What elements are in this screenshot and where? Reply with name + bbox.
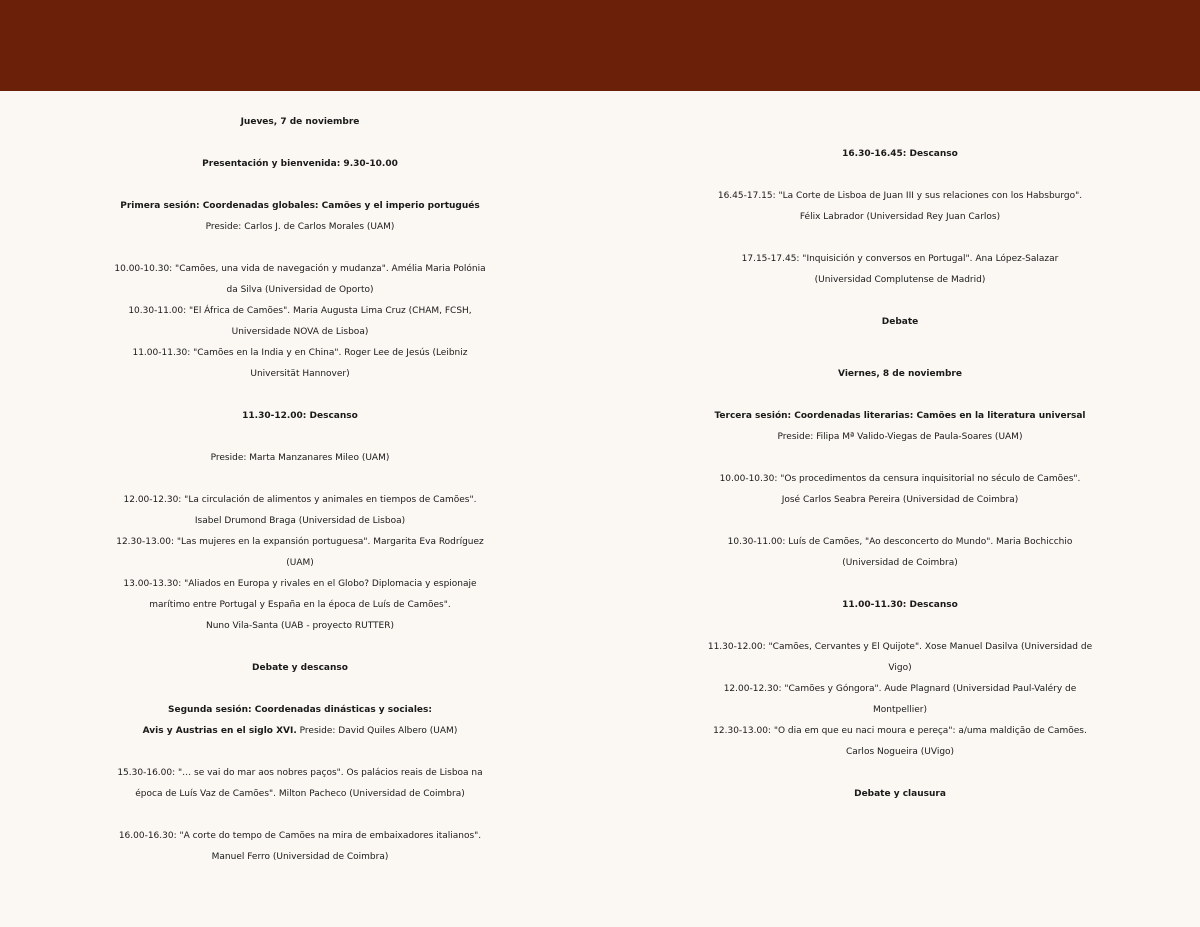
talk-8-line-2: Manuel Ferro (Universidad de Coimbra) bbox=[211, 852, 389, 862]
session3-chair: Preside: Filipa Mª Valido-Viegas de Paula-Soares (UAM) bbox=[777, 432, 1023, 442]
talk-15-line-1: 12.30-13.00: "O dia em que eu naci moura e pereça": a/uma maldição de Camões. bbox=[713, 726, 1087, 736]
session2-title-line-1: Segunda sesión: Coordenadas dinásticas y sociales: bbox=[168, 705, 432, 715]
talk-5-line-1: 12.30-13.00: "Las mujeres en la expansión portuguesa". Margarita Eva Rodríguez bbox=[116, 537, 484, 547]
header-band bbox=[0, 0, 1200, 91]
talk-12-line-1: 10.30-11.00: Luís de Camões, "Ao desconcerto do Mundo". Maria Bochicchio bbox=[727, 537, 1073, 547]
talk-9-line-1: 16.45-17.15: "La Corte de Lisboa de Juan III y sus relaciones con los Habsburgo". bbox=[717, 191, 1083, 201]
talk-4-line-2: Isabel Drumond Braga (Universidad de Lisboa) bbox=[194, 516, 406, 526]
debate-and-break: Debate y descanso bbox=[252, 663, 348, 673]
talk-6-line-3: Nuno Vila-Santa (UAB - proyecto RUTTER) bbox=[205, 621, 395, 631]
talk-11-line-1: 10.00-10.30: "Os procedimentos da censura inquisitorial no século de Camões". bbox=[719, 474, 1081, 484]
talk-7-line-1: 15.30-16.00: "… se vai do mar aos nobres paços". Os palácios reais de Lisboa na bbox=[117, 768, 483, 778]
session2-chair: Preside: David Quiles Albero (UAM) bbox=[296, 726, 458, 736]
talk-12-line-2: (Universidad de Coimbra) bbox=[842, 558, 958, 568]
session1-chair: Preside: Carlos J. de Carlos Morales (UAM) bbox=[205, 222, 395, 232]
left-column bbox=[0, 91, 600, 868]
talk-13-line-2: Vigo) bbox=[888, 663, 912, 673]
talk-10-line-1: 17.15-17.45: "Inquisición y conversos en Portugal". Ana López-Salazar bbox=[741, 254, 1059, 264]
day-title-friday: Viernes, 8 de noviembre bbox=[838, 369, 962, 379]
session3-title: Tercera sesión: Coordenadas literarias: Camões en la literatura universal bbox=[714, 411, 1086, 421]
debate-and-closing: Debate y clausura bbox=[854, 789, 946, 799]
right-column bbox=[600, 144, 1200, 805]
chair-2: Preside: Marta Manzanares Mileo (UAM) bbox=[210, 453, 390, 463]
talk-3-line-2: Universität Hannover) bbox=[250, 369, 350, 379]
talk-2-line-1: 10.30-11.00: "El África de Camões". Maria Augusta Lima Cruz (CHAM, FCSH, bbox=[128, 306, 472, 316]
session1-title: Primera sesión: Coordenadas globales: Camões y el imperio portugués bbox=[120, 201, 480, 211]
session2-title-dynasties: Avis y Austrias en el siglo XVI. bbox=[142, 726, 297, 736]
session2-title-line-2 bbox=[0, 721, 600, 742]
talk-15-line-2: Carlos Nogueira (UVigo) bbox=[845, 747, 955, 757]
day-title-thursday: Jueves, 7 de noviembre bbox=[240, 117, 360, 127]
talk-14-line-1: 12.00-12.30: "Camões y Góngora". Aude Plagnard (Universidad Paul-Valéry de bbox=[723, 684, 1077, 694]
talk-2-line-2: Universidade NOVA de Lisboa) bbox=[231, 327, 369, 337]
talk-5-line-2: (UAM) bbox=[286, 558, 314, 568]
talk-3-line-1: 11.00-11.30: "Camões en la India y en China". Roger Lee de Jesús (Leibniz bbox=[132, 348, 468, 358]
talk-1-line-2: da Silva (Universidad de Oporto) bbox=[226, 285, 374, 295]
talk-10-line-2: (Universidad Complutense de Madrid) bbox=[814, 275, 986, 285]
talk-13-line-1: 11.30-12.00: "Camões, Cervantes y El Quijote". Xose Manuel Dasilva (Universidad de bbox=[707, 642, 1093, 652]
talk-11-line-2: José Carlos Seabra Pereira (Universidad de Coimbra) bbox=[781, 495, 1019, 505]
debate-2: Debate bbox=[881, 317, 919, 327]
welcome-session: Presentación y bienvenida: 9.30-10.00 bbox=[202, 159, 398, 169]
talk-9-line-2: Félix Labrador (Universidad Rey Juan Carlos) bbox=[799, 212, 1001, 222]
talk-4-line-1: 12.00-12.30: "La circulación de alimentos y animales en tiempos de Camões". bbox=[123, 495, 477, 505]
talk-6-line-2: marítimo entre Portugal y España en la época de Luís de Camões". bbox=[149, 600, 451, 610]
break-2: 16.30-16.45: Descanso bbox=[842, 149, 958, 159]
break-1: 11.30-12.00: Descanso bbox=[242, 411, 358, 421]
talk-6-line-1: 13.00-13.30: "Aliados en Europa y rivales en el Globo? Diplomacia y espionaje bbox=[123, 579, 477, 589]
talk-7-line-2: época de Luís Vaz de Camões". Milton Pacheco (Universidad de Coimbra) bbox=[135, 789, 465, 799]
break-3: 11.00-11.30: Descanso bbox=[842, 600, 958, 610]
talk-14-line-2: Montpellier) bbox=[872, 705, 927, 715]
talk-8-line-1: 16.00-16.30: "A corte do tempo de Camões na mira de embaixadores italianos". bbox=[118, 831, 482, 841]
talk-1-line-1: 10.00-10.30: "Camões, una vida de navegación y mudanza". Amélia Maria Polónia bbox=[114, 264, 486, 274]
